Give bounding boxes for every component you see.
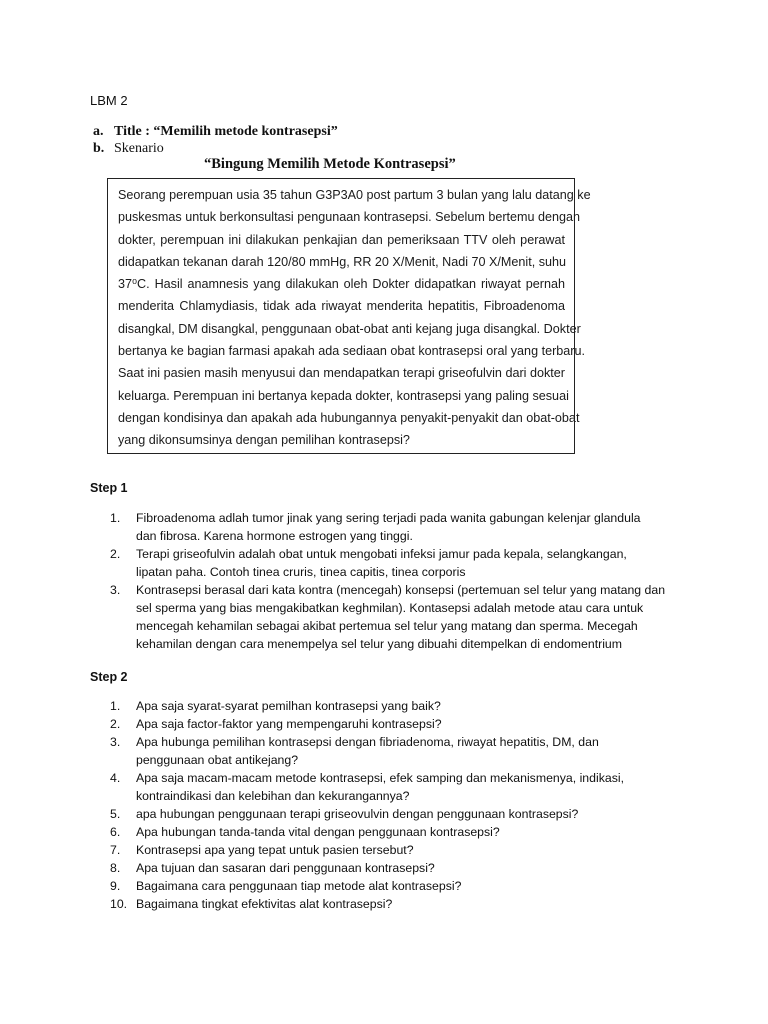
list-item-text [136,581,665,653]
list-item [110,823,624,841]
list-item-text [136,509,665,545]
scenario-line: menderita Chlamydiasis, tidak ada riwayat menderita hepatitis, Fibroadenoma [118,299,565,314]
list-item-text [136,545,665,581]
list-item-text [136,895,624,913]
list-item [110,545,665,581]
list-item-text [136,841,624,859]
step1-heading: Step 1 [90,481,128,495]
list-item-number: 2. [110,547,121,561]
list-item [110,859,624,877]
list-item-line: Apa hubunga pemilihan kontrasepsi dengan fibriadenoma, riwayat hepatitis, DM, dan [136,735,599,749]
scenario-line: dengan kondisinya dan apakah ada hubungannya penyakit-penyakit dan obat-obat [118,410,580,425]
list-item-line: Apa saja factor-faktor yang mempengaruhi kontrasepsi? [136,717,442,731]
list-item-line: Apa hubungan tanda-tanda vital dengan penggunaan kontrasepsi? [136,825,500,839]
scenario-line: bertanya ke bagian farmasi apakah ada sediaan obat kontrasepsi oral yang terbaru. [118,344,585,359]
list-item-text [136,697,624,715]
list-item-number: 8. [110,861,121,875]
list-item-line: Kontrasepsi apa yang tepat untuk pasien tersebut? [136,843,414,857]
list-item-line: penggunaan obat antikejang? [136,753,299,767]
list-item-number: 9. [110,879,121,893]
list-item-line: Apa saja syarat-syarat pemilhan kontrasepsi yang baik? [136,699,441,713]
scenario-box [107,178,591,454]
step2-list [110,697,624,913]
scenario-line: yang dikonsumsinya dengan pemilihan kontrasepsi? [118,433,410,448]
list-item-text [136,859,624,877]
list-item-line: Apa tujuan dan sasaran dari penggunaan kontrasepsi? [136,861,435,875]
list-item-text [136,769,624,805]
list-item-number: 3. [110,735,121,749]
scenario-title: “Bingung Memilih Metode Kontrasepsi” [204,156,456,172]
list-item-number: 3. [110,583,121,597]
list-item [110,509,665,545]
list-item-line: Bagaimana tingkat efektivitas alat kontrasepsi? [136,897,393,911]
list-item [110,769,624,805]
section-a-marker: a. [93,124,104,139]
list-item-text [136,877,624,895]
list-item-text [136,805,624,823]
list-item-number: 2. [110,717,121,731]
list-item-text [136,823,624,841]
list-item-number: 10. [110,897,128,911]
list-item-text [136,733,624,769]
list-item-line: Apa saja macam-macam metode kontrasepsi, efek samping dan mekanismenya, indikasi, [136,771,625,785]
scenario-line: keluarga. Perempuan ini bertanya kepada dokter, kontrasepsi yang paling sesuai [118,388,569,403]
list-item [110,733,624,769]
list-item-line: sel sperma yang bias mengakibatkan keghmilan). Kontasepsi adalah metode atau cara untuk [136,601,644,615]
scenario-line: didapatkan tekanan darah 120/80 mmHg, RR 20 X/Menit, Nadi 70 X/Menit, suhu [118,254,567,269]
section-b-title [93,141,164,157]
list-item-number: 1. [110,511,121,525]
section-b-text: Skenario [114,141,164,156]
list-item [110,895,624,913]
list-item [110,841,624,859]
list-item [110,805,624,823]
list-item-line: Bagaimana cara penggunaan tiap metode alat kontrasepsi? [136,879,462,893]
section-a-title [93,124,338,140]
lbm-heading: LBM 2 [90,93,128,108]
list-item-number: 6. [110,825,121,839]
list-item [110,697,624,715]
scenario-line: 37⁰C. Hasil anamnesis yang dilakukan oleh Dokter didapatkan riwayat pernah [118,277,565,292]
list-item-line: mencegah kehamilan sebagai akibat pertemua sel telur yang matang dan sperma. Mecegah [136,619,638,633]
scenario-line: Saat ini pasien masih menyusui dan mendapatkan terapi griseofulvin dari dokter [118,366,565,381]
list-item-line: dan fibrosa. Karena hormone estrogen yang tinggi. [136,529,413,543]
step2-heading: Step 2 [90,670,128,684]
section-b-marker: b. [93,141,105,156]
list-item-line: kontraindikasi dan kelebihan dan kekurangannya? [136,789,410,803]
list-item-line: lipatan paha. Contoh tinea cruris, tinea capitis, tinea corporis [136,565,466,579]
scenario-line: dokter, perempuan ini dilakukan penkajian dan pemeriksaan TTV oleh perawat [118,232,565,247]
list-item [110,877,624,895]
list-item-line: kehamilan dengan cara menempelya sel telur yang dibuahi ditempelkan di endomentrium [136,637,623,651]
step1-list [110,509,665,653]
list-item-number: 1. [110,699,121,713]
list-item-line: apa hubungan penggunaan terapi griseovulvin dengan penggunaan kontrasepsi? [136,807,579,821]
list-item-text [136,715,624,733]
list-item-line: Kontrasepsi berasal dari kata kontra (mencegah) konsepsi (pertemuan sel telur yang matang dan [136,583,666,597]
section-a-text: Title : “Memilih metode kontrasepsi” [114,124,338,139]
scenario-line: puskesmas untuk berkonsultasi pengunaan kontrasepsi. Sebelum bertemu dengan [118,210,581,225]
list-item [110,715,624,733]
list-item-number: 7. [110,843,121,857]
list-item-line: Fibroadenoma adlah tumor jinak yang sering terjadi pada wanita gabungan kelenjar glandula [136,511,641,525]
scenario-line: Seorang perempuan usia 35 tahun G3P3A0 post partum 3 bulan yang lalu datang ke [118,188,591,202]
list-item-line: Terapi griseofulvin adalah obat untuk mengobati infeksi jamur pada kepala, selangkangan, [136,547,627,561]
list-item [110,581,665,653]
list-item-number: 4. [110,771,121,785]
scenario-line: disangkal, DM disangkal, penggunaan obat-obat anti kejang juga disangkal. Dokter [118,321,581,336]
list-item-number: 5. [110,807,121,821]
